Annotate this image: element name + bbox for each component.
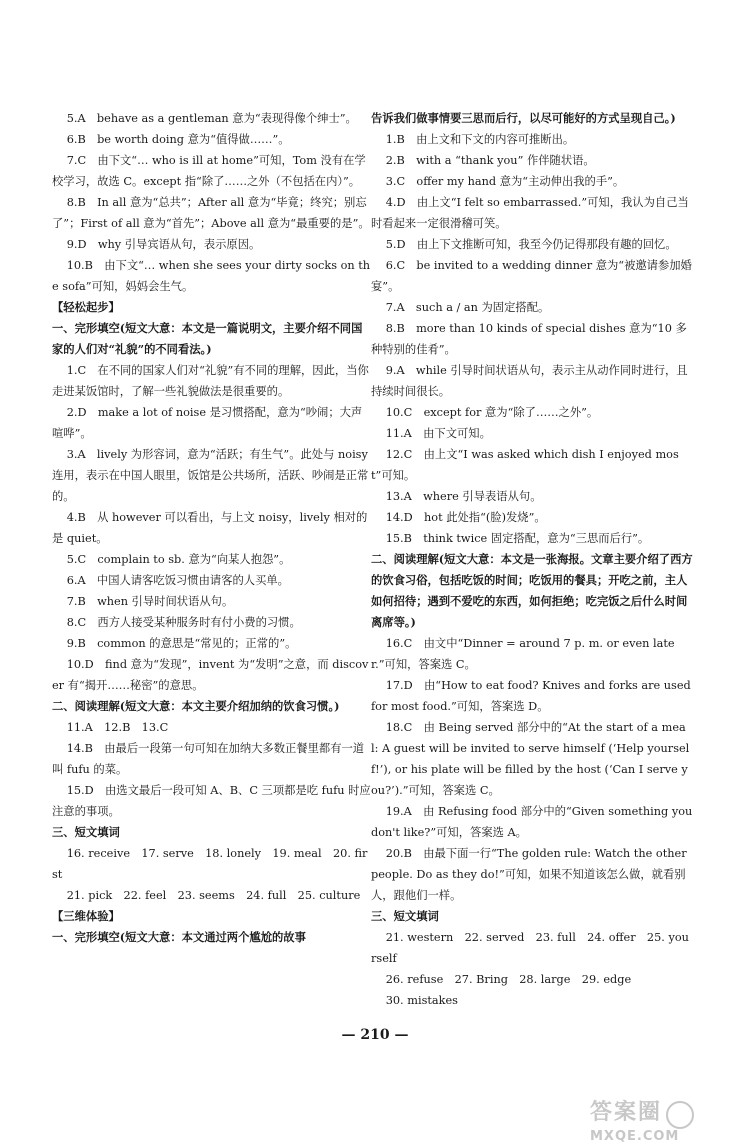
answer-item: 10.D find 意为“发现”，invent 为“发明”之意，而 discover 有“揭开……秘密”的意思。 [52, 658, 369, 692]
watermark-top: 答案圈 [590, 1100, 663, 1125]
answer-item: 1.C 在不同的国家人们对“礼貌”有不同的理解，因此，当你走进某饭馆时，了解一些礼貌做法是很重要的。 [52, 364, 369, 398]
answer-item: 4.B 从 however 可以看出，与上文 noisy，lively 相对的是 quiet。 [52, 511, 368, 545]
answer-item: 12.C 由上文“I was asked which dish I enjoyed most”可知。 [371, 448, 679, 482]
answer-item: 4.D 由上文“I felt so embarrassed.”可知，我认为自己当时看起来一定很滑稽可笑。 [371, 196, 689, 230]
answer-item: 9.B common 的意思是“常见的；正常的”。 [66, 637, 297, 650]
answer-item: 11.A 12.B 13.C [66, 721, 169, 734]
answer-item: 21. western 22. served 23. full 24. offer 25. yourself [371, 931, 689, 965]
answer-item: 15.D 由选文最后一段可知 A、B、C 三项都是吃 fufu 时应注意的事项。 [52, 784, 371, 818]
answer-item: 15.B think twice 固定搭配，意为“三思而后行”。 [385, 532, 650, 545]
answer-item: 17.D 由“How to eat food? Knives and forks are used for most food.”可知，答案选 D。 [371, 679, 691, 713]
answer-item: 2.D make a lot of noise 是习惯搭配，意为“吵闹；大声喧哗”。 [52, 406, 363, 440]
answer-item: 26. refuse 27. Bring 28. large 29. edge [385, 973, 632, 986]
answer-item: 9.A while 引导时间状语从句，表示主从动作同时进行，且持续时间很长。 [371, 364, 688, 398]
answer-item: 3.C offer my hand 意为“主动伸出我的手”。 [385, 175, 625, 188]
answer-item: 16.C 由文中“Dinner = around 7 p. m. or even later.”可知，答案选 C。 [371, 637, 675, 671]
section-heading: 告诉我们做事情要三思而后行，以尽可能好的方式呈现自己。) [371, 111, 676, 125]
section-heading: 【三维体验】 [52, 909, 120, 923]
answer-item: 5.A behave as a gentleman 意为“表现得像个绅士”。 [66, 112, 357, 125]
answer-item: 7.A such a / an 为固定搭配。 [385, 301, 550, 314]
answer-item: 10.C except for 意为“除了……之外”。 [385, 406, 599, 419]
answer-item: 8.C 西方人接受某种服务时有付小费的习惯。 [66, 616, 301, 629]
answer-item: 6.B be worth doing 意为“值得做……”。 [66, 133, 290, 146]
answer-item: 9.D why 引导宾语从句，表示原因。 [66, 238, 261, 251]
answer-item: 21. pick 22. feel 23. seems 24. full 25. culture [66, 889, 361, 902]
section-heading: 二、阅读理解(短文大意：本文是一张海报。文章主要介绍了西方的饮食习俗，包括吃饭的时间；吃饭用的餐具；开吃之前，主人如何招待；遇到不爱吃的东西，如何拒绝；吃完饭之后什么时间离席等。) [371, 552, 693, 629]
answer-item: 7.B when 引导时间状语从句。 [66, 595, 234, 608]
section-heading: 【轻松起步】 [52, 300, 120, 314]
answer-item: 18.C 由 Being served 部分中的“At the start of a meal: A guest will be invited to serve himself (‘Help yourself!’), or his plate will be filled by the host (‘Can I serve you?’).”可知，答案选 C。 [371, 721, 690, 797]
answer-item: 6.C be invited to a wedding dinner 意为“被邀请参加婚宴”。 [371, 259, 692, 293]
section-heading: 三、短文填词 [371, 909, 439, 923]
answer-item: 14.B 由最后一段第一句可知在加纳大多数正餐里都有一道叫 fufu 的菜。 [52, 742, 365, 776]
section-heading: 一、完形填空(短文大意：本文是一篇说明文，主要介绍不同国家的人们对“礼貌”的不同看法。) [52, 321, 363, 356]
section-heading: 一、完形填空(短文大意：本文通过两个尴尬的故事 [52, 930, 306, 944]
answer-item: 2.B with a “thank you” 作伴随状语。 [385, 154, 595, 167]
watermark-bottom: MXQE.COM [590, 1128, 680, 1144]
page-number: — 210 — [341, 1027, 409, 1043]
answer-item: 8.B more than 10 kinds of special dishes 意为“10 多种特别的佳肴”。 [371, 322, 687, 356]
answer-item: 3.A lively 为形容词，意为“活跃；有生气”。此处与 noisy 连用，表示在中国人眼里，饭馆是公共场所，活跃、吵闹是正常的。 [52, 448, 369, 503]
answer-item: 10.B 由下文“… when she sees your dirty socks on the sofa”可知，妈妈会生气。 [52, 259, 371, 293]
answer-item: 19.A 由 Refusing food 部分中的“Given something you don't like?”可知，答案选 A。 [371, 805, 693, 839]
left-column [52, 108, 372, 948]
right-column [371, 108, 693, 1011]
answer-item: 16. receive 17. serve 18. lonely 19. meal 20. first [52, 847, 368, 881]
answer-item: 1.B 由上文和下文的内容可推断出。 [385, 133, 575, 146]
answer-item: 6.A 中国人请客吃饭习惯由请客的人买单。 [66, 574, 289, 587]
answer-item: 30. mistakes [385, 994, 458, 1007]
answer-item: 20.B 由最下面一行“The golden rule: Watch the other people. Do as they do!”可知，如果不知道该怎么做，就看别人，跟他们一样。 [371, 847, 687, 902]
answer-item: 11.A 由下文可知。 [385, 427, 491, 440]
answer-item: 7.C 由下文“… who is ill at home”可知，Tom 没有在学校学习，故选 C。except 指“除了……之外（不包括在内）”。 [52, 154, 366, 188]
answer-item: 8.B In all 意为“总共”；After all 意为“毕竟；终究；别忘了”；First of all 意为“首先”；Above all 意为“最重要的是”。 [52, 196, 370, 230]
section-heading: 二、阅读理解(短文大意：本文主要介绍加纳的饮食习惯。) [52, 699, 340, 713]
answer-item: 13.A where 引导表语从句。 [385, 490, 542, 503]
answer-item: 5.C complain to sb. 意为“向某人抱怨”。 [66, 553, 291, 566]
section-heading: 三、短文填词 [52, 825, 120, 839]
watermark-icon [666, 1101, 694, 1129]
answer-item: 5.D 由上下文推断可知，我至今仍记得那段有趣的回忆。 [385, 238, 677, 251]
answer-item: 14.D hot 此处指“(脸)发烧”。 [385, 511, 546, 524]
watermark-logo [590, 1095, 740, 1144]
